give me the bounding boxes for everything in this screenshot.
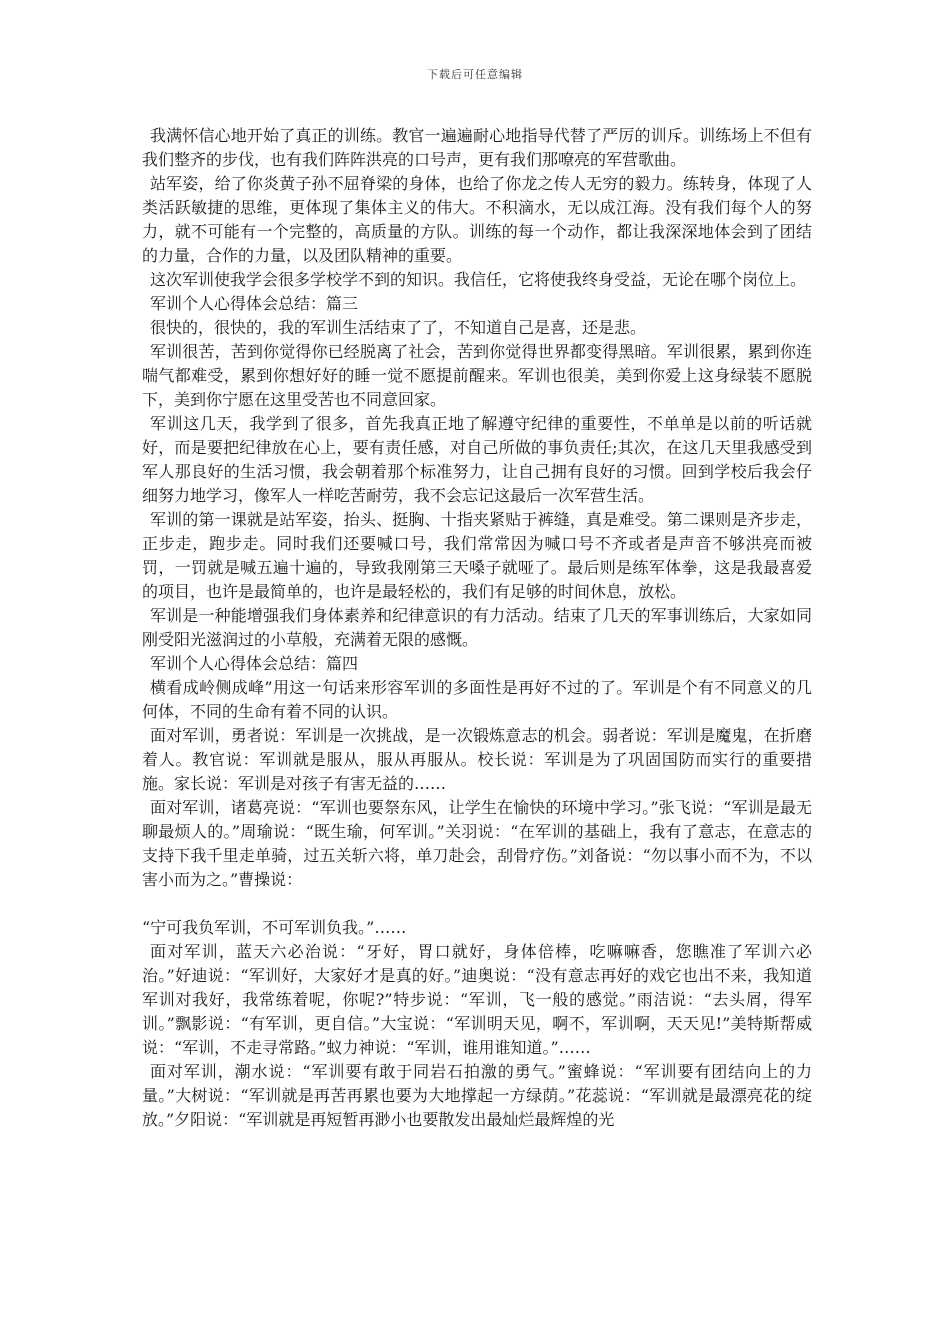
paragraph: 这次军训使我学会很多学校学不到的知识。我信任，它将使我终身受益，无论在哪个岗位上。 [150, 270, 807, 289]
paragraph: 军训这几天，我学到了很多，首先我真正地了解遵守纪律的重要性，不单单是以前的听话就好，而是要把纪律放在心上，要有责任感，对自己所做的事负责任;其次，在这几天里我感受到军人那良好的生活习惯，我会朝着那个标准努力，让自己拥有良好的习惯。回到学校后我会仔细努力地学习，像军人一样吃苦耐劳，我不会忘记这最后一次军营生活。 [142, 414, 812, 505]
paragraph: 横看成岭侧成峰”用这一句话来形容军训的多面性是再好不过的了。军训是个有不同意义的几何体，不同的生命有着不同的认识。 [142, 678, 812, 721]
paragraph: “宁可我负军训，不可军训负我。”…… [142, 918, 407, 937]
page-header: 下载后可任意编辑 [427, 68, 523, 81]
paragraph: 面对军训，蓝天六必治说：“牙好，胃口就好，身体倍棒，吃嘛嘛香，您瞧准了军训六必治。”好迪说：“军训好，大家好才是真的好。”迪奥说：“没有意志再好的戏它也出不来，我知道军训对我好，我常练着呢，你呢?”特步说：“军训，飞一般的感觉。”雨洁说：“去头屑，得军训。”飘影说：“有军训，更自信。”大宝说：“军训明天见，啊不，军训啊，天天见!”美特斯帮威说：“军训，不走寻常路。”蚁力神说：“军训，谁用谁知道。”…… [142, 942, 812, 1057]
paragraph: 很快的，很快的，我的军训生活结束了了，不知道自己是喜，还是悲。 [150, 318, 647, 337]
section-heading: 军训个人心得体会总结：篇四 [150, 654, 359, 673]
blank-line [142, 892, 812, 916]
paragraph: 面对军训，勇者说：军训是一次挑战，是一次锻炼意志的机会。弱者说：军训是魔鬼，在折磨着人。教官说：军训就是服从，服从再服从。校长说：军训是为了巩固国防而实行的重要措施。家长说：军训是对孩子有害无益的…… [142, 726, 812, 793]
paragraph: 我满怀信心地开始了真正的训练。教官一遍遍耐心地指导代替了严厉的训斥。训练场上不但有我们整齐的步伐，也有我们阵阵洪亮的口号声，更有我们那嘹亮的军营歌曲。 [142, 126, 812, 169]
section-heading: 军训个人心得体会总结：篇三 [150, 294, 359, 313]
paragraph: 军训很苦，苦到你觉得你已经脱离了社会，苦到你觉得世界都变得黑暗。军训很累，累到你连喘气都难受，累到你想好好的睡一觉不愿提前醒来。军训也很美，美到你爱上这身绿装不愿脱下，美到你宁愿在这里受苦也不同意回家。 [142, 342, 812, 409]
paragraph: 面对军训，诸葛亮说：“军训也要祭东风，让学生在愉快的环境中学习。”张飞说：“军训是最无聊最烦人的。”周瑜说：“既生瑜，何军训。”关羽说：“在军训的基础上，我有了意志，在意志的支持下我千里走单骑，过五关斩六将，单刀赴会，刮骨疗伤。”刘备说：“勿以事小而不为，不以害小而为之。”曹操说： [142, 798, 812, 889]
paragraph: 面对军训，潮水说：“军训要有敢于同岩石拍激的勇气。”蜜蜂说：“军训要有团结向上的力量。”大树说：“军训就是再苦再累也要为大地撑起一方绿荫。”花蕊说：“军训就是最漂亮花的绽放。”夕阳说：“军训就是再短暂再渺小也要散发出最灿烂最辉煌的光 [142, 1062, 812, 1129]
paragraph: 站军姿，给了你炎黄子孙不屈脊梁的身体，也给了你龙之传人无穷的毅力。练转身，体现了人类活跃敏捷的思维，更体现了集体主义的伟大。不积滴水，无以成江海。没有我们每个人的努力，就不可能有一个完整的，高质量的方队。训练的每一个动作，都让我深深地体会到了团结的力量，合作的力量，以及团队精神的重要。 [142, 174, 812, 265]
paragraph: 军训是一种能增强我们身体素养和纪律意识的有力活动。结束了几天的军事训练后，大家如同刚受阳光滋润过的小草般，充满着无限的感慨。 [142, 606, 812, 649]
document-body [142, 124, 812, 1132]
paragraph: 军训的第一课就是站军姿，抬头、挺胸、十指夹紧贴于裤缝，真是难受。第二课则是齐步走，正步走，跑步走。同时我们还要喊口号，我们常常因为喊口号不齐或者是声音不够洪亮而被罚，一罚就是喊五遍十遍的，导致我刚第三天嗓子就哑了。最后则是练军体拳，这是我最喜爱的项目，也许是最简单的，也许是最轻松的，我们有足够的时间休息，放松。 [142, 510, 812, 601]
